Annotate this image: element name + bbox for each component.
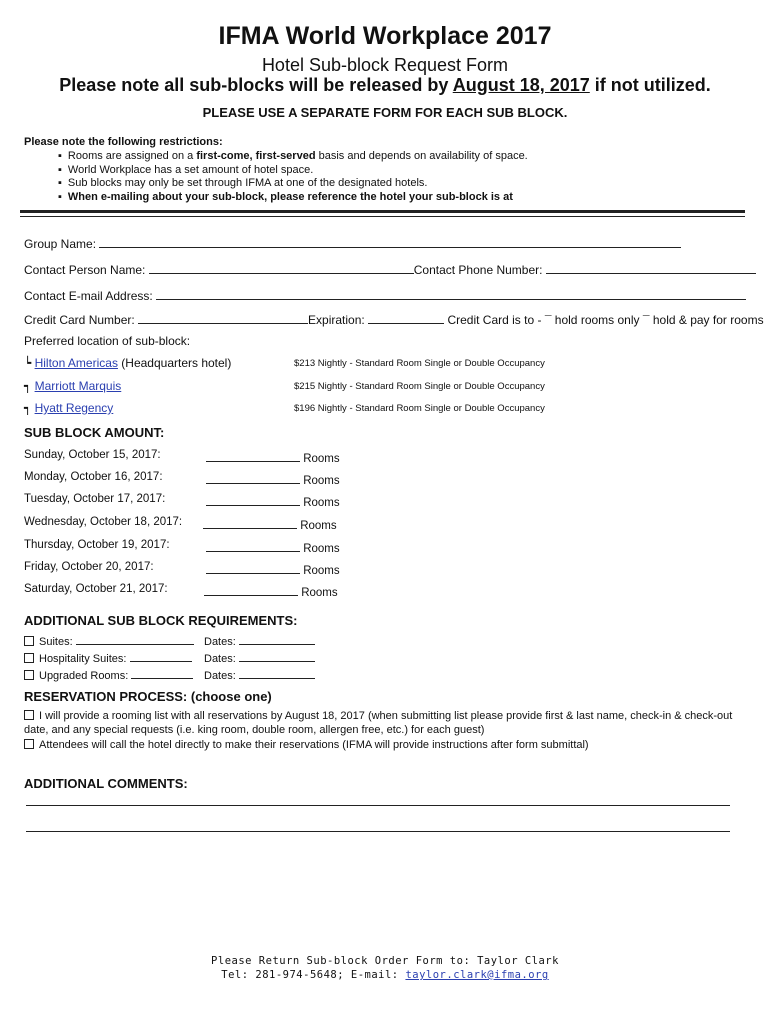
day-label: Saturday, October 21, 2017: bbox=[24, 583, 168, 595]
day-label: Monday, October 16, 2017: bbox=[24, 471, 163, 483]
day-label: Sunday, October 15, 2017: bbox=[24, 449, 161, 461]
rooms-row bbox=[206, 539, 340, 555]
upgraded-input[interactable] bbox=[131, 666, 193, 679]
hospitality-row bbox=[24, 649, 192, 665]
divider bbox=[20, 210, 745, 213]
footer-return: Please Return Sub-block Order Form to: Taylor Clark bbox=[211, 955, 559, 967]
upgraded-row bbox=[24, 666, 193, 682]
email-row bbox=[24, 287, 746, 303]
restrictions-list bbox=[58, 150, 528, 204]
comment-line-input[interactable] bbox=[26, 805, 730, 806]
dates-label: Dates: bbox=[204, 653, 236, 665]
hospitality-checkbox[interactable] bbox=[24, 653, 34, 663]
hospitality-label: Hospitality Suites: bbox=[39, 653, 127, 665]
dates-row bbox=[204, 666, 315, 682]
reservation-option bbox=[24, 709, 746, 737]
rooms-input[interactable] bbox=[204, 583, 298, 596]
rooms-label: Rooms bbox=[303, 543, 340, 555]
contact-person-input[interactable] bbox=[149, 261, 414, 274]
comments-heading: ADDITIONAL COMMENTS: bbox=[24, 776, 188, 791]
hold-pay-label: hold & pay for rooms bbox=[652, 313, 764, 327]
credit-card-input[interactable] bbox=[138, 311, 308, 324]
rooms-row bbox=[206, 471, 340, 487]
hospitality-input[interactable] bbox=[130, 649, 192, 662]
rooms-label: Rooms bbox=[300, 520, 337, 532]
rooms-row bbox=[206, 561, 340, 577]
release-notice bbox=[0, 75, 770, 96]
rooms-row bbox=[204, 583, 338, 599]
card-is-to-label: Credit Card is to - bbox=[447, 313, 542, 327]
restriction-item: ▪ World Workplace has a set amount of hotel space. bbox=[58, 164, 528, 178]
credit-card-row bbox=[24, 311, 764, 327]
restriction-bold: first-come, first-served bbox=[196, 150, 316, 162]
rooms-label: Rooms bbox=[303, 565, 340, 577]
notice-prefix: Please note all sub-blocks will be released by bbox=[59, 75, 453, 95]
dates-label: Dates: bbox=[204, 670, 236, 682]
upgraded-checkbox[interactable] bbox=[24, 670, 34, 680]
contact-email-input[interactable] bbox=[156, 287, 746, 300]
hotel-link-hilton[interactable]: Hilton Americas bbox=[34, 356, 118, 370]
notice-date: August 18, 2017 bbox=[452, 75, 590, 95]
rooms-label: Rooms bbox=[301, 587, 338, 599]
rooms-input[interactable] bbox=[206, 493, 300, 506]
footer-email-link[interactable]: taylor.clark@ifma.org bbox=[405, 969, 549, 981]
hotel-row bbox=[24, 401, 113, 415]
hotel-link-marriott[interactable]: Marriott Marquis bbox=[34, 379, 122, 393]
hotel-note: (Headquarters hotel) bbox=[117, 356, 232, 370]
divider bbox=[20, 216, 745, 217]
hold-pay-checkbox[interactable]: ¯ bbox=[642, 313, 650, 327]
dates-input[interactable] bbox=[239, 632, 315, 645]
reservation-option bbox=[24, 739, 589, 751]
expiration-input[interactable] bbox=[368, 311, 444, 324]
hotel-price: $215 Nightly - Standard Room Single or Double Occupancy bbox=[294, 381, 545, 392]
suites-label: Suites: bbox=[39, 636, 73, 648]
form-subtitle: Hotel Sub-block Request Form bbox=[261, 55, 509, 75]
rooms-row bbox=[206, 493, 340, 509]
rooms-input[interactable] bbox=[206, 539, 300, 552]
day-label: Wednesday, October 18, 2017: bbox=[24, 516, 183, 528]
reservation-option2-text: Attendees will call the hotel directly to make their reservations (IFMA will provide instructions after form submittal) bbox=[39, 739, 589, 751]
reservation-option1-text: I will provide a rooming list with all reservations by August 18, 2017 (when submitting list please provide first & last name, check-in & check-out date, and any special requests (i.e. king room, double room, allergen free, etc.) for each guest) bbox=[24, 710, 733, 736]
hold-only-label: hold rooms only bbox=[554, 313, 640, 327]
restriction-item bbox=[58, 191, 528, 205]
hotel-checkbox[interactable]: ┑ bbox=[24, 401, 32, 415]
footer-tel: Tel: 281-974-5648; E-mail: bbox=[221, 969, 406, 981]
hotel-checkbox[interactable]: ┑ bbox=[24, 379, 32, 393]
restriction-item: ▪ Sub blocks may only be set through IFMA at one of the designated hotels. bbox=[58, 177, 528, 191]
hotel-link-hyatt[interactable]: Hyatt Regency bbox=[34, 401, 114, 415]
day-label: Tuesday, October 17, 2017: bbox=[24, 493, 166, 505]
reservation-option1-checkbox[interactable] bbox=[24, 710, 34, 720]
comment-line-input[interactable] bbox=[26, 831, 730, 832]
contact-phone-label: Contact Phone Number: bbox=[413, 263, 543, 277]
dates-label: Dates: bbox=[204, 636, 236, 648]
rooms-label: Rooms bbox=[303, 497, 340, 509]
restriction-item bbox=[58, 150, 528, 164]
notice-suffix: if not utilized. bbox=[589, 75, 711, 95]
rooms-input[interactable] bbox=[206, 561, 300, 574]
preferred-location-label: Preferred location of sub-block: bbox=[24, 334, 191, 348]
expiration-label: Expiration: bbox=[308, 313, 365, 327]
dates-row bbox=[204, 632, 315, 648]
rooms-input[interactable] bbox=[206, 449, 300, 462]
group-name-input[interactable] bbox=[99, 235, 681, 248]
contact-row bbox=[24, 261, 756, 277]
restriction-text: basis and depends on availability of space. bbox=[315, 150, 528, 162]
upgraded-label: Upgraded Rooms: bbox=[39, 670, 129, 682]
contact-person-label: Contact Person Name: bbox=[24, 263, 146, 277]
dates-row bbox=[204, 649, 315, 665]
restriction-bold: When e-mailing about your sub-block, please reference the hotel your sub-block is at bbox=[67, 190, 513, 203]
hotel-checkbox[interactable]: ┕ bbox=[24, 356, 32, 370]
hotel-row bbox=[24, 379, 121, 393]
sub-block-heading: SUB BLOCK AMOUNT: bbox=[24, 425, 165, 440]
additional-heading: ADDITIONAL SUB BLOCK REQUIREMENTS: bbox=[24, 613, 298, 628]
hold-only-checkbox[interactable]: ¯ bbox=[544, 313, 552, 327]
footer-contact bbox=[0, 969, 770, 981]
suites-row bbox=[24, 632, 194, 648]
group-name-row bbox=[24, 235, 681, 251]
credit-card-label: Credit Card Number: bbox=[24, 313, 135, 327]
rooms-row bbox=[203, 516, 337, 532]
rooms-label: Rooms bbox=[303, 475, 340, 487]
reservation-heading: RESERVATION PROCESS: (choose one) bbox=[24, 689, 272, 704]
contact-email-label: Contact E-mail Address: bbox=[24, 289, 153, 303]
dates-input[interactable] bbox=[239, 649, 315, 662]
reservation-option2-checkbox[interactable] bbox=[24, 739, 34, 749]
form-title: IFMA World Workplace 2017 bbox=[218, 22, 552, 50]
day-label: Friday, October 20, 2017: bbox=[24, 561, 154, 573]
hotel-price: $196 Nightly - Standard Room Single or Double Occupancy bbox=[294, 403, 545, 414]
contact-phone-input[interactable] bbox=[546, 261, 756, 274]
rooms-input[interactable] bbox=[203, 516, 297, 529]
hotel-row bbox=[24, 356, 231, 370]
separate-form-notice: PLEASE USE A SEPARATE FORM FOR EACH SUB BLOCK. bbox=[202, 105, 568, 120]
rooms-label: Rooms bbox=[303, 453, 340, 465]
day-label: Thursday, October 19, 2017: bbox=[24, 539, 170, 551]
dates-input[interactable] bbox=[239, 666, 315, 679]
restrictions-heading: Please note the following restrictions: bbox=[24, 136, 223, 148]
restriction-text: Rooms are assigned on a bbox=[67, 150, 197, 162]
group-name-label: Group Name: bbox=[24, 237, 97, 251]
rooms-input[interactable] bbox=[206, 471, 300, 484]
rooms-row bbox=[206, 449, 340, 465]
suites-input[interactable] bbox=[76, 632, 194, 645]
hotel-price: $213 Nightly - Standard Room Single or Double Occupancy bbox=[294, 358, 545, 369]
suites-checkbox[interactable] bbox=[24, 636, 34, 646]
